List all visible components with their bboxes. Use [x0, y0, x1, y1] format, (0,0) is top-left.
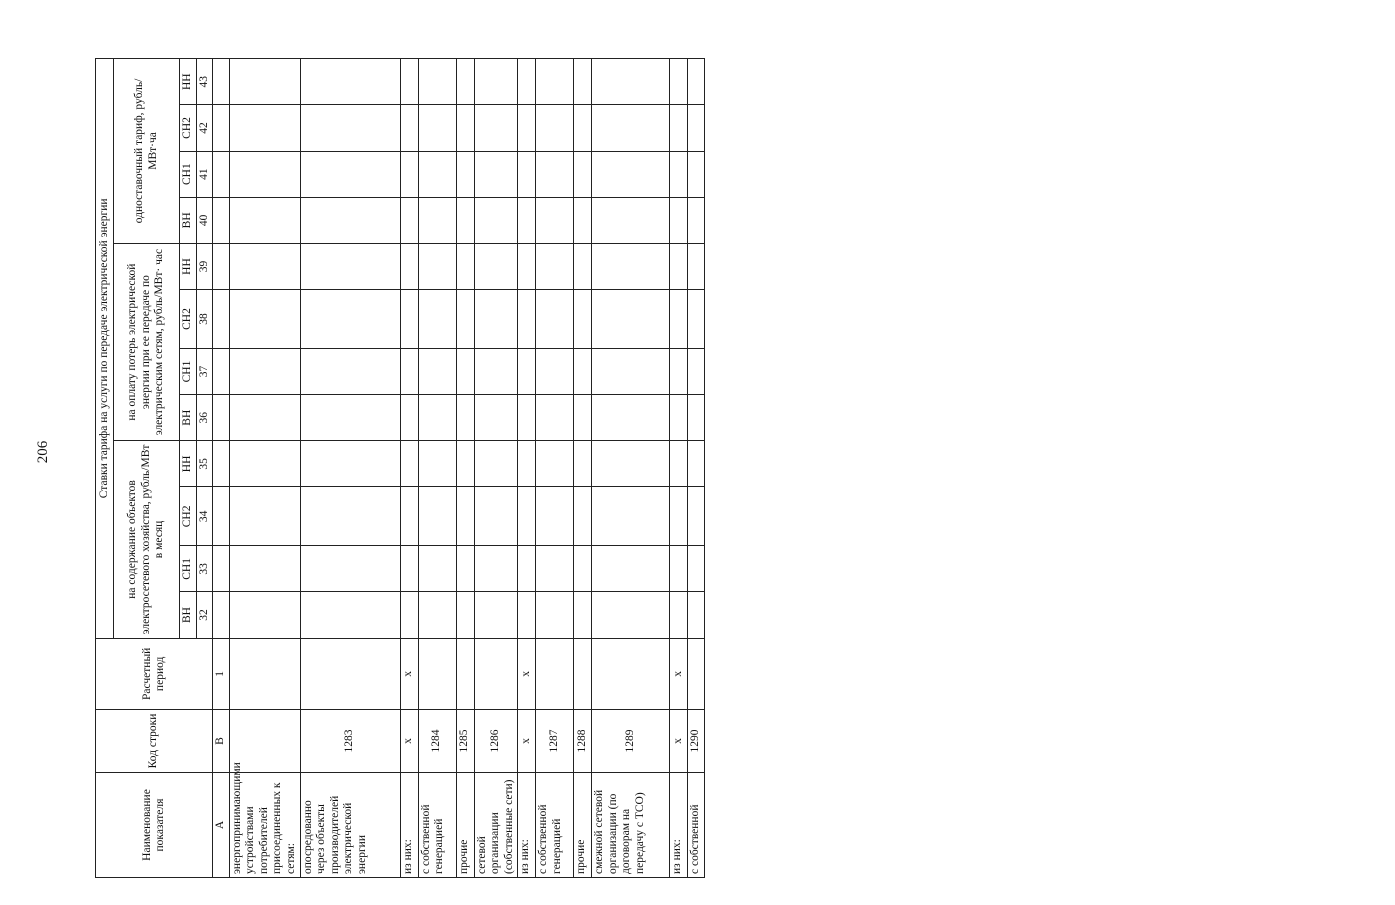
- row-name: из них:: [518, 773, 536, 878]
- rate-cell: [229, 348, 300, 394]
- rate-cell: [456, 348, 474, 394]
- row-code: х: [400, 710, 418, 773]
- rate-cell: [518, 59, 536, 105]
- table-row: [518, 59, 536, 878]
- rate-cell: [518, 546, 536, 592]
- code-header: Код строки: [96, 710, 213, 773]
- row-code: х: [518, 710, 536, 773]
- row-name: сетевой организации (собственные сети): [474, 773, 518, 878]
- rate-cell: [474, 105, 518, 151]
- rate-cell: [592, 395, 670, 441]
- rate-cell: [518, 290, 536, 349]
- rate-cell: [536, 592, 574, 638]
- rate-cell: [670, 197, 688, 243]
- group-single-rate-header: одноставочный тариф, рубль/МВт·ча: [114, 59, 180, 244]
- rate-cell: [670, 59, 688, 105]
- rate-cell: [574, 395, 592, 441]
- rate-cell: [418, 348, 456, 394]
- rate-cell: [518, 348, 536, 394]
- rate-cell: [300, 546, 400, 592]
- rate-cell: [574, 546, 592, 592]
- rates-title: Ставки тарифа на услуги по передаче электрической энергии: [96, 59, 114, 639]
- rate-cell: [418, 197, 456, 243]
- rate-cell: [300, 592, 400, 638]
- row-code: 1284: [418, 710, 456, 773]
- rate-cell: [456, 487, 474, 546]
- rate-cell: [456, 59, 474, 105]
- level-header: НН: [180, 441, 197, 487]
- rate-cell: [688, 59, 705, 105]
- rate-cell: [418, 105, 456, 151]
- row-code: х: [670, 710, 688, 773]
- rate-cell: [418, 290, 456, 349]
- column-number: 33: [196, 546, 213, 592]
- rate-cell: [456, 105, 474, 151]
- rate-cell: [300, 290, 400, 349]
- name-header: Наименование показателя: [96, 773, 213, 878]
- rate-cell: [688, 441, 705, 487]
- rate-cell: [229, 487, 300, 546]
- rate-cell: [474, 395, 518, 441]
- rate-cell: [574, 59, 592, 105]
- rate-cell: [518, 151, 536, 197]
- rate-cell: [688, 592, 705, 638]
- row-period: [536, 638, 574, 709]
- rate-cell: [688, 105, 705, 151]
- rate-cell: [592, 290, 670, 349]
- row-period: [229, 638, 300, 709]
- rate-cell: [229, 197, 300, 243]
- rate-cell: [670, 151, 688, 197]
- rate-cell: [229, 290, 300, 349]
- rate-cell: [592, 243, 670, 289]
- rate-cell: [474, 546, 518, 592]
- rate-cell: [574, 592, 592, 638]
- rate-cell: [536, 197, 574, 243]
- rate-cell: [300, 441, 400, 487]
- rate-cell: [670, 348, 688, 394]
- rate-cell: [518, 441, 536, 487]
- level-header: СН1: [180, 546, 197, 592]
- rate-cell: [300, 151, 400, 197]
- level-header: СН1: [180, 348, 197, 394]
- row-name: энергопринимающими устройствами потребителей присоединенных к сетям:: [229, 773, 300, 878]
- rate-cell: [474, 151, 518, 197]
- rate-cell: [456, 546, 474, 592]
- rate-cell: [688, 395, 705, 441]
- rate-cell: [592, 546, 670, 592]
- rate-cell: [474, 348, 518, 394]
- row-code: 1288: [574, 710, 592, 773]
- row-code: 1289: [592, 710, 670, 773]
- row-name: с собственной генерацией: [536, 773, 574, 878]
- rate-cell: [400, 243, 418, 289]
- level-header: ВН: [180, 395, 197, 441]
- rate-cell: [400, 487, 418, 546]
- rate-cell: [229, 546, 300, 592]
- rate-cell: [300, 395, 400, 441]
- level-header: СН2: [180, 487, 197, 546]
- rate-cell: [400, 395, 418, 441]
- rate-cell: [518, 487, 536, 546]
- rate-cell: [688, 348, 705, 394]
- rate-cell: [536, 151, 574, 197]
- column-number: 40: [196, 197, 213, 243]
- rate-cell: [688, 546, 705, 592]
- tariff-table: [95, 58, 702, 878]
- rate-cell: [670, 290, 688, 349]
- row-name: прочие: [456, 773, 474, 878]
- table-row: [574, 59, 592, 878]
- column-number: 35: [196, 441, 213, 487]
- table-row: [229, 59, 300, 878]
- row-code: 1290: [688, 710, 705, 773]
- rate-cell: [474, 441, 518, 487]
- table-row: [592, 59, 670, 878]
- rate-cell: [536, 487, 574, 546]
- row-period: [574, 638, 592, 709]
- rate-cell: [688, 197, 705, 243]
- page-number: 206: [35, 440, 51, 464]
- row-name: смежной сетевой организации (по договорам на передачу с ТСО): [592, 773, 670, 878]
- rate-cell: [474, 290, 518, 349]
- column-number-1: 1: [213, 638, 230, 709]
- rate-cell: [229, 151, 300, 197]
- row-name: прочие: [574, 773, 592, 878]
- rate-cell: [688, 487, 705, 546]
- rate-cell: [229, 243, 300, 289]
- rate-cell: [400, 290, 418, 349]
- level-header: ВН: [180, 197, 197, 243]
- rate-cell: [536, 395, 574, 441]
- row-period: [688, 638, 705, 709]
- rate-cell: [400, 197, 418, 243]
- rate-cell: [536, 348, 574, 394]
- rate-cell: [474, 487, 518, 546]
- rate-cell: [229, 592, 300, 638]
- column-number: 43: [196, 59, 213, 105]
- table-row: [400, 59, 418, 878]
- rate-cell: [229, 395, 300, 441]
- rate-cell: [574, 243, 592, 289]
- rate-cell: [456, 592, 474, 638]
- rate-cell: [418, 243, 456, 289]
- rate-cell: [574, 105, 592, 151]
- rate-cell: [300, 243, 400, 289]
- rate-cell: [574, 487, 592, 546]
- rate-cell: [300, 348, 400, 394]
- row-code: 1286: [474, 710, 518, 773]
- rate-cell: [536, 59, 574, 105]
- table-row: [456, 59, 474, 878]
- row-code: 1283: [300, 710, 400, 773]
- row-period: [474, 638, 518, 709]
- rate-cell: [574, 151, 592, 197]
- rate-cell: [536, 105, 574, 151]
- table-row: [688, 59, 705, 878]
- rate-cell: [400, 546, 418, 592]
- table-row: [418, 59, 456, 878]
- row-code: 1285: [456, 710, 474, 773]
- row-name: с собственной: [688, 773, 705, 878]
- rate-cell: [456, 151, 474, 197]
- rate-cell: [688, 151, 705, 197]
- row-period: [456, 638, 474, 709]
- level-header: НН: [180, 59, 197, 105]
- rate-cell: [418, 441, 456, 487]
- rate-cell: [536, 441, 574, 487]
- rate-cell: [456, 197, 474, 243]
- column-number: 37: [196, 348, 213, 394]
- row-period: х: [518, 638, 536, 709]
- rate-cell: [574, 197, 592, 243]
- rate-cell: [474, 592, 518, 638]
- rate-cell: [418, 487, 456, 546]
- rate-cell: [418, 592, 456, 638]
- rate-cell: [592, 487, 670, 546]
- rate-cell: [518, 243, 536, 289]
- rate-cell: [536, 290, 574, 349]
- rate-cell: [300, 487, 400, 546]
- rate-cell: [400, 441, 418, 487]
- group-losses-header: на оплату потерь электрической энергии при ее передаче по электрическим сетям, рубль/МВт· час: [114, 243, 180, 440]
- column-number: 39: [196, 243, 213, 289]
- rate-cell: [229, 105, 300, 151]
- rate-cell: [592, 348, 670, 394]
- row-name: из них:: [670, 773, 688, 878]
- rate-cell: [518, 197, 536, 243]
- rate-cell: [670, 487, 688, 546]
- level-header: ВН: [180, 592, 197, 638]
- column-number: 32: [196, 592, 213, 638]
- rate-cell: [456, 290, 474, 349]
- rate-cell: [400, 105, 418, 151]
- rate-cell: [518, 395, 536, 441]
- rate-cell: [229, 59, 300, 105]
- column-number: 34: [196, 487, 213, 546]
- rate-cell: [418, 546, 456, 592]
- rate-cell: [400, 592, 418, 638]
- rate-cell: [456, 395, 474, 441]
- level-header: СН2: [180, 105, 197, 151]
- rate-cell: [670, 105, 688, 151]
- rate-cell: [592, 197, 670, 243]
- table-body: [229, 59, 704, 878]
- row-period: [300, 638, 400, 709]
- rate-cell: [418, 59, 456, 105]
- rate-cell: [670, 395, 688, 441]
- rate-cell: [400, 348, 418, 394]
- level-header: СН1: [180, 151, 197, 197]
- rate-cell: [670, 243, 688, 289]
- rate-cell: [670, 546, 688, 592]
- column-number: 41: [196, 151, 213, 197]
- rate-cell: [474, 243, 518, 289]
- rate-cell: [574, 348, 592, 394]
- rate-cell: [574, 290, 592, 349]
- column-number: 36: [196, 395, 213, 441]
- rate-cell: [592, 59, 670, 105]
- rate-cell: [688, 243, 705, 289]
- rate-cell: [518, 592, 536, 638]
- row-period: х: [400, 638, 418, 709]
- rate-cell: [670, 441, 688, 487]
- rate-cell: [518, 105, 536, 151]
- row-name: опосредованно через объекты производителей электрической энергии: [300, 773, 400, 878]
- table-row: [474, 59, 518, 878]
- rate-cell: [688, 290, 705, 349]
- table-row: [300, 59, 400, 878]
- rate-cell: [229, 441, 300, 487]
- rate-cell: [474, 59, 518, 105]
- rate-cell: [456, 243, 474, 289]
- level-header: НН: [180, 243, 197, 289]
- column-letter-a: А: [213, 773, 230, 878]
- rate-cell: [418, 395, 456, 441]
- period-header: Расчетный период: [96, 638, 213, 709]
- level-header: СН2: [180, 290, 197, 349]
- column-number: 42: [196, 105, 213, 151]
- rate-cell: [418, 151, 456, 197]
- rate-cell: [456, 441, 474, 487]
- rate-cell: [400, 59, 418, 105]
- rate-cell: [592, 105, 670, 151]
- rate-cell: [536, 243, 574, 289]
- rate-cell: [592, 592, 670, 638]
- rate-cell: [300, 59, 400, 105]
- row-period: х: [670, 638, 688, 709]
- row-name: с собственной генерацией: [418, 773, 456, 878]
- rate-cell: [592, 441, 670, 487]
- column-letter-b: В: [213, 710, 230, 773]
- rate-cell: [474, 197, 518, 243]
- rate-cell: [592, 151, 670, 197]
- row-period: [418, 638, 456, 709]
- column-number: 38: [196, 290, 213, 349]
- rate-cell: [300, 105, 400, 151]
- table-row: [670, 59, 688, 878]
- row-period: [592, 638, 670, 709]
- rate-cell: [536, 546, 574, 592]
- rate-cell: [574, 441, 592, 487]
- table-row: [536, 59, 574, 878]
- rate-cell: [400, 151, 418, 197]
- row-name: из них:: [400, 773, 418, 878]
- rate-cell: [670, 592, 688, 638]
- rate-cell: [300, 197, 400, 243]
- row-code: 1287: [536, 710, 574, 773]
- group-maintenance-header: на содержание объектов электросетевого хозяйства, рубль/МВт в месяц: [114, 441, 180, 638]
